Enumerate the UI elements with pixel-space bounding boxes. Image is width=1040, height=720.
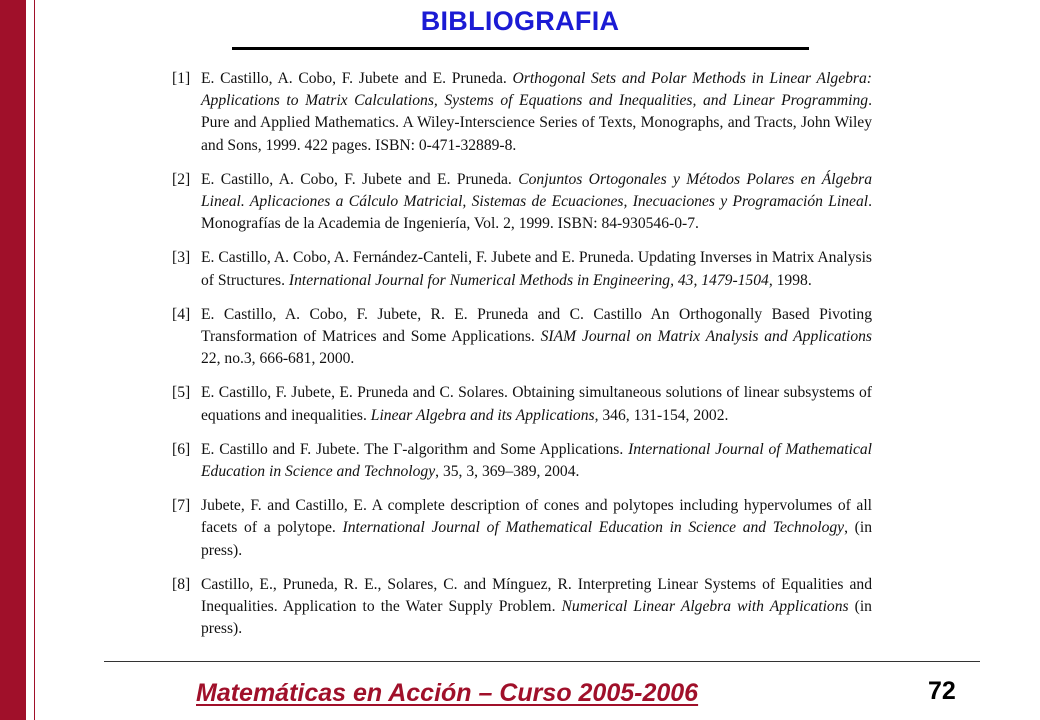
reference-number: [5] <box>172 384 191 402</box>
reference-authors-text: E. Castillo, A. Cobo, F. Jubete and E. Pruneda. <box>201 70 513 87</box>
reference-italic-title: SIAM Journal on Matrix Analysis and Applications <box>540 328 872 346</box>
reference-number: [3] <box>172 249 191 267</box>
reference-authors-text: E. Castillo, A. Cobo, F. Jubete, R. E. Pruneda and C. Castillo An Orthogonally Based Pivoting Transformation of Matrices and Some Applications. <box>201 305 872 346</box>
reference-italic-title: International Journal of Mathematical Education in Science and Technology <box>201 440 872 481</box>
reference-details-text: . Monografías de la Academia de Ingeniería, Vol. 2, 1999. ISBN: 84-930546-0-7. <box>201 193 872 233</box>
reference-item <box>172 68 872 157</box>
left-accent-bar <box>0 0 26 720</box>
page-title: BIBLIOGRAFIA <box>420 6 620 36</box>
reference-details-text: 22, no.3, 666-681, 2000. <box>201 350 355 368</box>
reference-number: [8] <box>172 575 191 593</box>
reference-item <box>172 247 872 291</box>
reference-item <box>172 574 872 641</box>
reference-number: [4] <box>172 305 191 323</box>
reference-details-text: , (in press). <box>201 519 873 559</box>
reference-authors-text: E. Castillo, A. Cobo, F. Jubete and E. Pruneda. <box>201 170 519 188</box>
reference-italic-title: Orthogonal Sets and Polar Methods in Linear Algebra: Applications to Matrix Calculations, Systems of Equations and Inequalities, and Linear Programming <box>201 70 872 110</box>
reference-details-text: , 1998. <box>768 271 812 289</box>
reference-authors-text: E. Castillo, A. Cobo, A. Fernández-Canteli, F. Jubete and E. Pruneda. Updating Inverses in Matrix Analysis of Structures. <box>201 249 872 289</box>
reference-authors-text: E. Castillo and F. Jubete. The Γ-algorithm and Some Applications. <box>201 440 629 458</box>
reference-italic-title: Linear Algebra and its Applications <box>370 406 595 424</box>
reference-details-text: (in press). <box>201 598 872 638</box>
left-accent-line <box>34 0 35 720</box>
reference-item <box>172 169 872 236</box>
reference-authors-text: Castillo, E., Pruneda, R. E., Solares, C. and Mínguez, R. Interpreting Linear Systems of Equalities and Inequalities. Application to the Water Supply Problem. <box>201 575 872 616</box>
footer-course-title: Matemáticas en Acción – Curso 2005-2006 <box>196 679 699 707</box>
footer-divider <box>104 661 980 662</box>
reference-details-text: . Pure and Applied Mathematics. A Wiley-Interscience Series of Texts, Monographs, and Tracts, John Wiley and Sons, 1999. 422 pages. ISBN: 0-471-32889-8. <box>201 92 872 154</box>
reference-authors-text: Jubete, F. and Castillo, E. A complete description of cones and polytopes including hypervolumes of all facets of a polytope. <box>201 497 872 537</box>
reference-details-text: , 346, 131-154, 2002. <box>594 406 729 424</box>
reference-list <box>172 68 872 652</box>
reference-details-text: , 35, 3, 369–389, 2004. <box>435 463 580 481</box>
reference-italic-title: International Journal of Mathematical Education in Science and Technology <box>342 519 845 537</box>
reference-item <box>172 439 872 483</box>
reference-item <box>172 382 872 426</box>
reference-item <box>172 304 872 371</box>
title-underline <box>232 47 809 50</box>
reference-number: [6] <box>172 440 191 458</box>
page-number: 72 <box>928 677 956 705</box>
reference-item <box>172 495 872 562</box>
reference-italic-title: Numerical Linear Algebra with Applications <box>561 598 849 616</box>
reference-authors-text: E. Castillo, F. Jubete, E. Pruneda and C. Solares. Obtaining simultaneous solutions of linear subsystems of equations and inequalities. <box>201 384 872 424</box>
reference-italic-title: International Journal for Numerical Methods in Engineering, 43, 1479-1504 <box>288 271 769 289</box>
reference-number: [1] <box>172 70 191 87</box>
reference-italic-title: Conjuntos Ortogonales y Métodos Polares en Álgebra Lineal. Aplicaciones a Cálculo Matricial, Sistemas de Ecuaciones, Inecuaciones y Programación Lineal <box>201 170 872 211</box>
reference-number: [7] <box>172 497 191 515</box>
reference-number: [2] <box>172 170 191 188</box>
